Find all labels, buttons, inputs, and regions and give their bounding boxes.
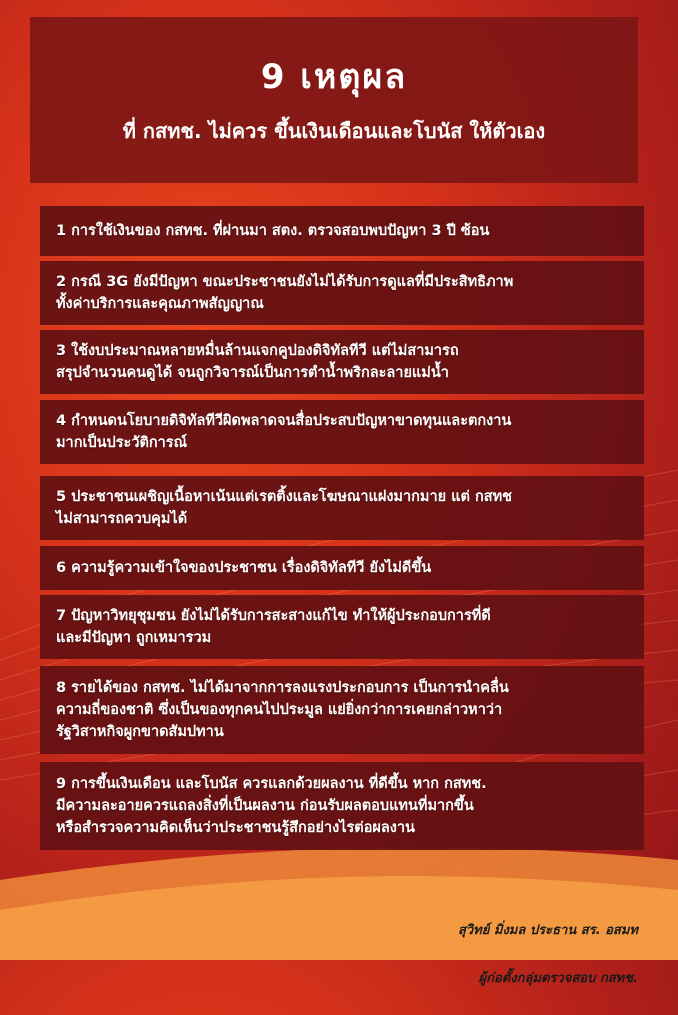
reason-text-8: 8 รายได้ของ กสทช. ไม่ได้มาจากการลงแรงประกอบการ เป็นการนำคลื่น ความถี่ของชาติ ซึ่งเป็นของทุกคนไปประมูล แย่ยิ่งกว่าการเคยกล่าวหาว่า รัฐวิสาหกิจผูกขาดสัมปทาน [56,680,509,740]
reason-item-8 [40,666,644,754]
signature-role: ผู้ก่อตั้งกลุ่มตรวจสอบ กสทช. [478,971,638,986]
title-banner [30,17,638,183]
reason-item-4 [40,400,644,464]
signature-name: สุวิทย์ มิ่งมล ประธาน สร. อสมท [457,923,638,938]
reason-item-2 [40,261,644,325]
reason-item-9 [40,762,644,850]
page-title: 9 เหตุผล [260,57,408,97]
reason-item-3 [40,330,644,394]
reason-text-3: 3 ใช้งบประมาณหลายหมื่นล้านแจกคูปองดิจิทัลทีวี แต่ไม่สามารถ สรุปจำนวนคนดูได้ จนถูกวิจารณ์เป็นการตำน้ำพริกละลายแม่น้ำ [56,343,459,381]
reason-text-2: 2 กรณี 3G ยังมีปัญหา ขณะประชาชนยังไม่ได้รับการดูแลที่มีประสิทธิภาพ ทั้งค่าบริการและคุณภาพสัญญาณ [56,274,514,312]
reason-text-6: 6 ความรู้ความเข้าใจของประชาชน เรื่องดิจิทัลทีวี ยังไม่ดีขึ้น [56,560,432,576]
reason-text-5: 5 ประชาชนเผชิญเนื้อหาเน้นแต่เรตติ้งและโฆษณาแฝงมากมาย แต่ กสทช ไม่สามารถควบคุมได้ [56,489,512,527]
reason-item-7 [40,595,644,659]
reason-item-5 [40,476,644,540]
reason-text-4: 4 กำหนดนโยบายดิจิทัลทีวีผิดพลาดจนสื่อประสบปัญหาขาดทุนและตกงาน มากเป็นประวัติการณ์ [56,413,512,451]
reason-item-1 [40,206,644,256]
page-subtitle: ที่ กสทช. ไม่ควร ขึ้นเงินเดือนและโบนัส ให้ตัวเอง [122,119,546,143]
signature [458,895,638,1015]
reason-item-6 [40,546,644,590]
reason-text-1: 1 การใช้เงินของ กสทช. ที่ผ่านมา สตง. ตรวจสอบพบปัญหา 3 ปี ซ้อน [56,223,490,239]
reason-text-9: 9 การขึ้นเงินเดือน และโบนัส ควรแลกด้วยผลงาน ที่ดีขึ้น หาก กสทช. มีความละอายควรแถลงสิ่งที่เป็นผลงาน ก่อนรับผลตอบแทนที่มากขึ้น หรือสำรวจความคิดเห็นว่าประชาชนรู้สึกอย่างไรต่อผลงาน [56,776,487,836]
reason-text-7: 7 ปัญหาวิทยุชุมชน ยังไม่ได้รับการสะสางแก้ไข ทำให้ผู้ประกอบการที่ดี และมีปัญหา ถูกเหมารวม [56,608,491,646]
